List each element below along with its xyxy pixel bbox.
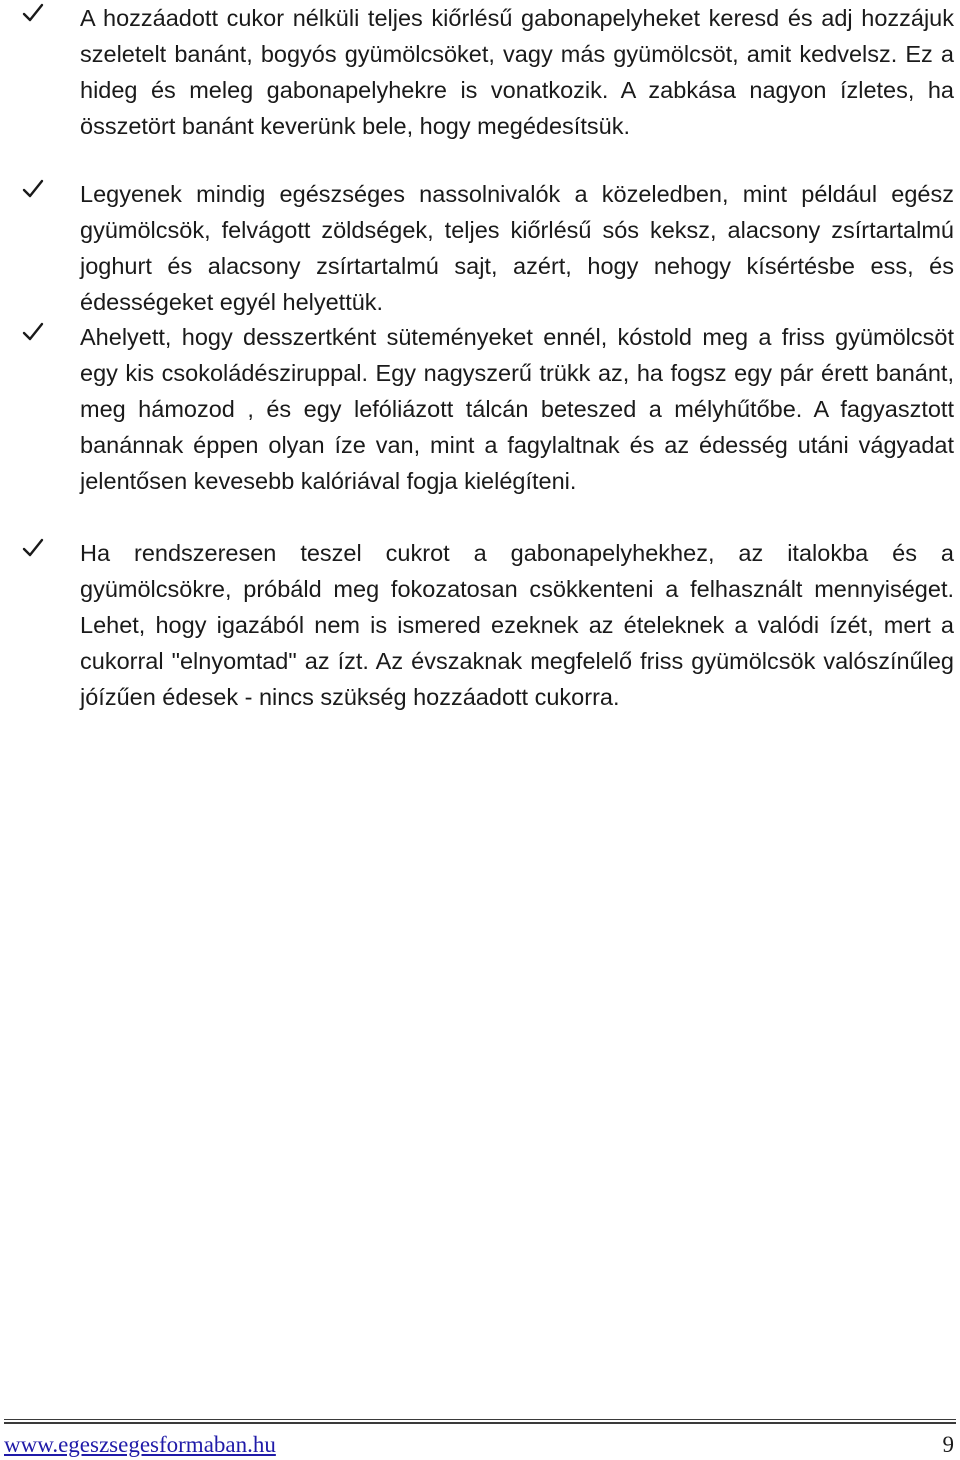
checkmark-icon <box>22 537 44 559</box>
list-item-text: Ahelyett, hogy desszertként süteményeket ennél, kóstold meg a friss gyümölcsöt egy kis csokoládésziruppal. Egy nagyszerű trükk az, ha fogsz egy pár érett banánt, meg hámozod , és egy lefóliázott tálcán beteszed a mélyhűtőbe. A fagyasztott banánnak éppen olyan íze van, mint a fagylaltnak és az édesség utáni vágyadat jelentősen kevesebb kalóriával fogja kielégíteni. <box>80 324 954 494</box>
footer-website-link[interactable]: www.egeszsegesformaban.hu <box>4 1432 276 1457</box>
list-item-text: Legyenek mindig egészséges nassolnivalók a közeledben, mint például egész gyümölcsök, felvágott zöldségek, teljes kiőrlésű sós keksz, alacsony zsírtartalmú joghurt és alacsony zsírtartalmú sajt, azért, hogy nehogy kísértésbe ess, és édességeket egyél helyettük. <box>80 181 954 315</box>
list-item <box>0 176 960 320</box>
page-number: 9 <box>942 1432 954 1457</box>
list-item <box>0 535 960 715</box>
checkmark-icon <box>22 178 44 200</box>
list-item-text: A hozzáadott cukor nélküli teljes kiőrlésű gabonapelyheket keresd és adj hozzájuk szeletelt banánt, bogyós gyümölcsöket, vagy más gyümölcsöt, amit kedvelsz. Ez a hideg és meleg gabonapelyhekre is vonatkozik. A zabkása nagyon ízletes, ha összetört banánt keverünk bele, hogy megédesítsük. <box>80 5 954 139</box>
checkmark-icon <box>22 2 44 24</box>
list-item-text: Ha rendszeresen teszel cukrot a gabonapelyhekhez, az italokba és a gyümölcsökre, próbáld meg fokozatosan csökkenteni a felhasznált mennyiséget. Lehet, hogy igazából nem is ismered ezeknek az ételeknek a valódi ízét, mert a cukorral "elnyomtad" az ízt. Az évszaknak megfelelő friss gyümölcsök valószínűleg jóízűen édesek - nincs szükség hozzáadott cukorra. <box>80 540 954 710</box>
footer-divider <box>4 1419 956 1424</box>
list-item <box>0 319 960 499</box>
list-item <box>0 0 960 144</box>
checkmark-icon <box>22 321 44 343</box>
